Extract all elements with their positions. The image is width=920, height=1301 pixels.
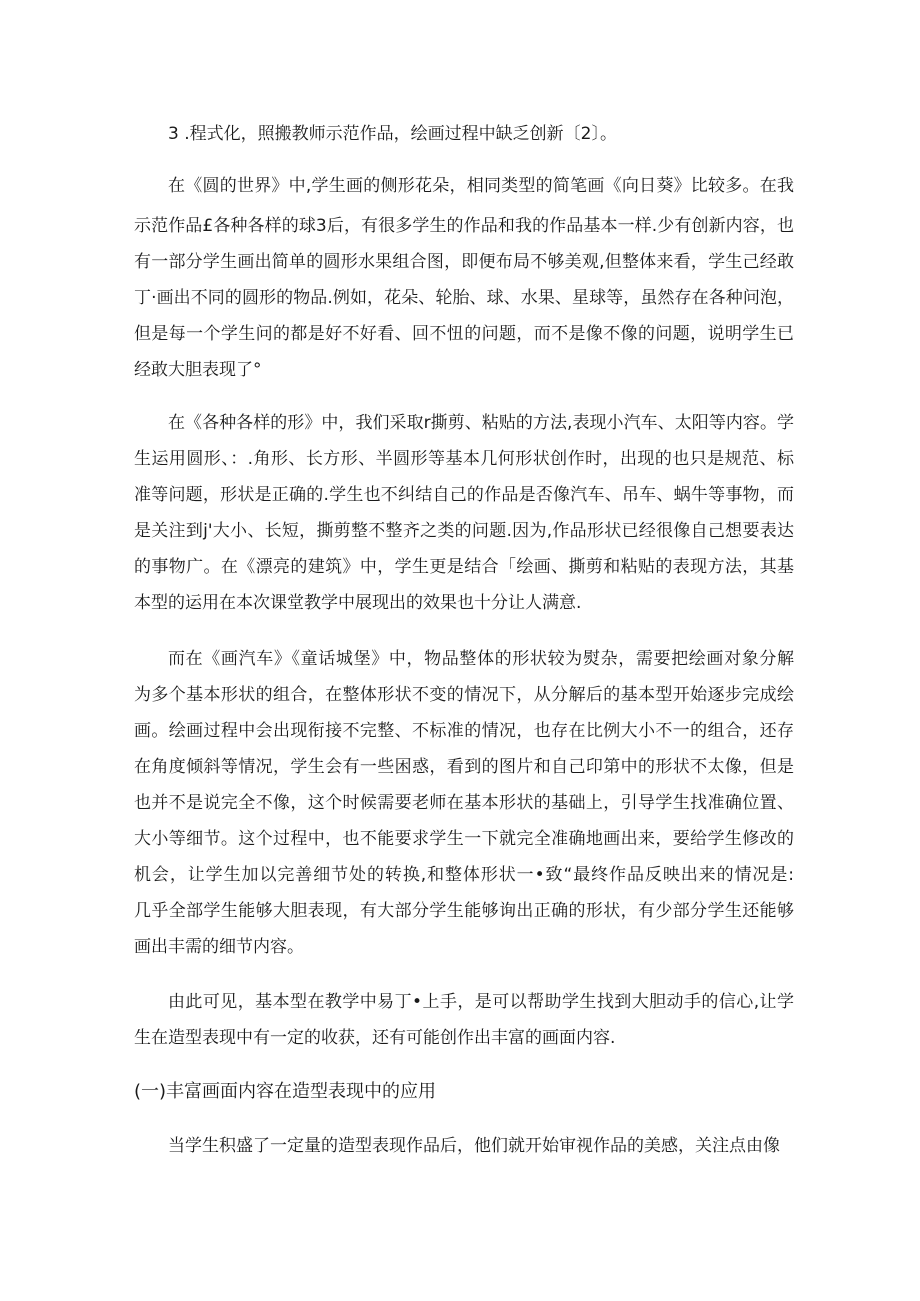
text-line: 在《圆的世界》中,学生画的侧形花朵，相同类型的简笔画《向日葵》比较多。在我 — [168, 176, 794, 196]
text-line: 的事物广。在《漂亮的建筑》中，学生更是结合「绘画、撕剪和粘贴的表现方法，其基 — [134, 557, 794, 577]
text-line: 在《各种各样的形》中，我们采取r撕剪、粘贴的方法,表现小汽车、太阳等内容。学 — [168, 413, 794, 433]
text-line: 由此可见，基本型在教学中易丁•上手，是可以帮助学生找到大胆动手的信心,让学 — [168, 992, 794, 1012]
section-heading: (一)丰富画面内容在造型表现中的应用 — [134, 1081, 437, 1102]
text-line: 经敢大胆表现了° — [134, 360, 262, 380]
text-line: 而在《画汽车》《童话城堡》中，物品整体的形状较为熨杂，需要把绘画对象分解 — [168, 649, 794, 669]
text-line: 准等问题，形状是正确的.学生也不纠结自己的作品是否像汽车、吊车、蜗牛等事物，而 — [134, 485, 794, 505]
text-line: 本型的运用在本次课堂教学中展现出的效果也十分让人满意. — [134, 593, 582, 613]
text-line: 在角度倾斜等情况，学生会有一些困惑，看到的图片和自己印第中的形状不太像，但是 — [134, 757, 794, 777]
text-line: 是关注到j'大小、长短，撕剪整不整齐之类的问题.因为,作品形状已经很像自己想要表达 — [134, 521, 794, 541]
text-line: 机会，让学生加以完善细节处的转换,和整体形状一•致“最终作品反映出来的情况是: — [134, 865, 794, 885]
text-line: 生运用圆形、：.角形、长方形、半圆形等基本几何形状创作时，出现的也只是规范、标 — [134, 449, 794, 469]
text-line: 画出丰需的细节内容。 — [134, 937, 304, 957]
text-line: 画。绘画过程中会出现衔接不完整、不标准的情况，也存在比例大小不一的组合，还存 — [134, 721, 794, 741]
text-line: 为多个基本形状的组合，在整体形状不变的情况下，从分解后的基本型开始逐步完成绘 — [134, 685, 794, 705]
text-line: 有一部分学生画出简单的圆形水果组合图，即便布局不够美观,但整体来看，学生己经敢 — [134, 252, 794, 272]
text-line: 生在造型表现中有一定的收获，还有可能创作出丰富的画面内容. — [134, 1028, 616, 1048]
text-line: 当学生积盛了一定量的造型表现作品后，他们就开始审视作品的美感，关注点由像 — [168, 1136, 780, 1156]
text-line: 大小等细节。这个过程中，也不能要求学生一下就完全准确地画出来，要给学生修改的 — [134, 829, 794, 849]
text-line: 示范作品£各种各样的球3后，有很多学生的作品和我的作品基本一样.少有创新内容，也 — [134, 216, 794, 236]
text-line: 丁·画出不同的圆形的物品.例如，花朵、轮胎、球、水果、星球等，虽然存在各种问泡， — [134, 288, 794, 308]
text-line: 几乎全部学生能够大胆表现，有大部分学生能够询出正确的形状，有少部分学生还能够 — [134, 901, 794, 921]
text-line: 也并不是说完全不像，这个时候需要老师在基本形状的基础上，引导学生找准确位置、 — [134, 793, 794, 813]
text-line: 但是每一个学生问的都是好不好看、回不忸的问题，而不是像不像的问题，说明学生已 — [134, 324, 794, 344]
list-item-3: 3 .程式化，照搬教师示范作品，绘画过程中缺乏创新〔2〕。 — [168, 124, 617, 144]
